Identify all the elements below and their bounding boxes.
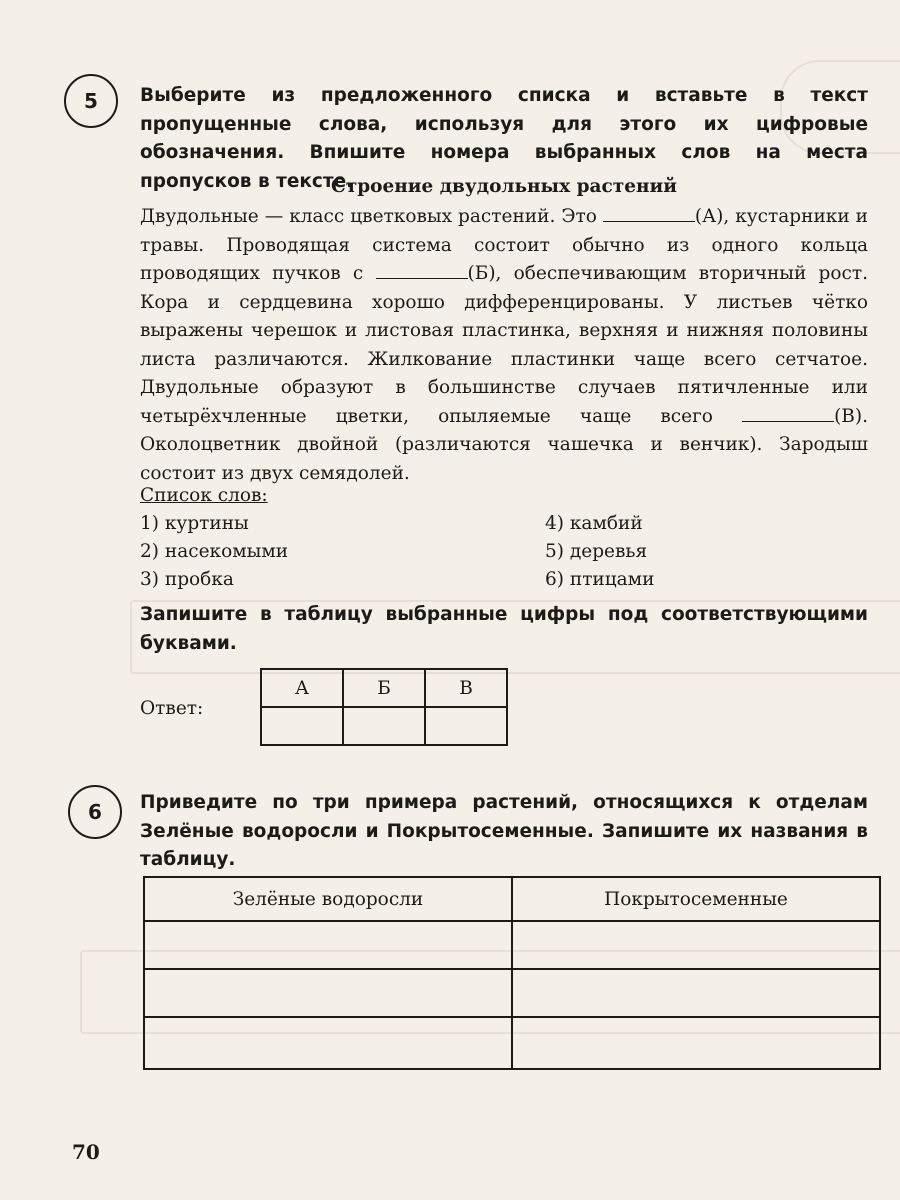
word-list-item: 4) камбий <box>545 513 643 534</box>
answer-header-b: Б <box>343 669 425 707</box>
answer-cell[interactable] <box>512 969 880 1017</box>
answer-cell[interactable] <box>144 969 512 1017</box>
answer-cell-b[interactable] <box>343 707 425 745</box>
answer-cell[interactable] <box>512 1017 880 1069</box>
task-instruction: Приведите по три примера растений, относящихся к отделам Зелёные водоросли и Покрытосеменные. Запишите их названия в таблицу. <box>140 792 868 870</box>
plants-table <box>143 876 881 1070</box>
answer-cell[interactable] <box>512 921 880 969</box>
answer-table <box>260 668 508 746</box>
blank-v[interactable] <box>742 403 834 422</box>
task-instruction: Выберите из предложенного списка и вставьте в текст пропущенные слова, используя для этого их цифровые обозначения. Впишите номера выбранных слов на места пропусков в тексте. <box>140 85 868 192</box>
answer-cell-a[interactable] <box>261 707 343 745</box>
answer-label: Ответ: <box>140 698 204 719</box>
gap-fill-text <box>140 203 868 488</box>
column-header-green-algae: Зелёные водоросли <box>144 877 512 921</box>
task-number-badge <box>64 74 118 128</box>
page-number: 70 <box>72 1140 100 1164</box>
task-number: 5 <box>84 89 98 113</box>
word-list-title: Список слов: <box>140 485 268 506</box>
word-list-item: 6) птицами <box>545 569 655 590</box>
blank-a[interactable] <box>603 203 695 222</box>
answer-cell-v[interactable] <box>425 707 507 745</box>
column-header-angiosperms: Покрытосеменные <box>512 877 880 921</box>
answer-header-a: А <box>261 669 343 707</box>
answer-header-v: В <box>425 669 507 707</box>
word-list-item: 3) пробка <box>140 569 234 590</box>
text-segment: (А), кустарники и травы. Проводящая система состоит обычно из одного кольца проводящих пучков с <box>140 206 869 284</box>
table-instruction: Запишите в таблицу выбранные цифры под соответствующими буквами. <box>140 604 868 654</box>
task-number: 6 <box>88 800 102 824</box>
text-segment: Двудольные — класс цветковых растений. Это <box>140 206 597 227</box>
text-segment: (В). Околоцветник двойной (различаются чашечка и венчик). Зародыш состоит из двух семядолей. <box>140 405 868 484</box>
word-list-item: 5) деревья <box>545 541 648 562</box>
word-list-item: 1) куртины <box>140 513 249 534</box>
answer-cell[interactable] <box>144 921 512 969</box>
task-number-badge <box>68 785 122 839</box>
blank-b[interactable] <box>376 260 468 279</box>
answer-cell[interactable] <box>144 1017 512 1069</box>
word-list-item: 2) насекомыми <box>140 541 289 562</box>
text-title: Строение двудольных растений <box>331 176 677 197</box>
text-segment: (Б), обеспечивающим вторичный рост. Кора и сердцевина хорошо дифференцированы. У листьев чётко выражены черешок и листовая пластинка, верхняя и нижняя половины листа различаются. Жилкование пластинки чаще всего сетчатое. Двудольные образуют в большинстве случаев пятичленные или четырёхчленные цветки, опыляемые чаще всего <box>140 263 869 427</box>
